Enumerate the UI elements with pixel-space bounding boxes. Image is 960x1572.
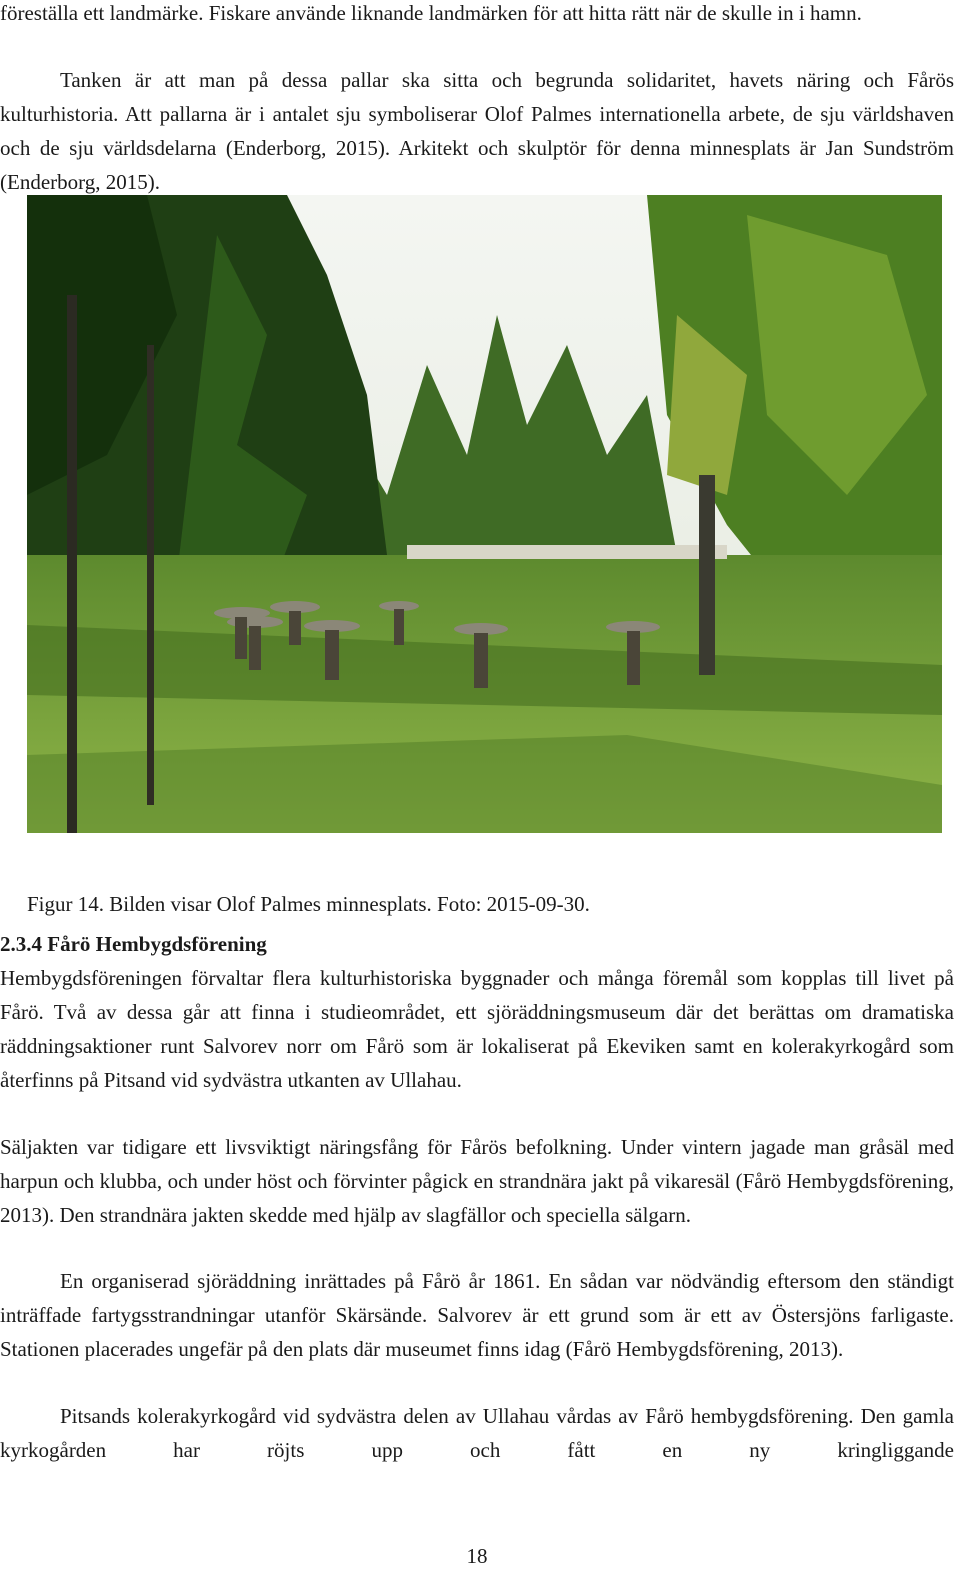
page-number: 18	[466, 1544, 488, 1568]
paragraph-pallar: Tanken är att man på dessa pallar ska sitta och begrunda solidaritet, havets näring och Fårös kulturhistoria. Att pallarna är i antalet sju symboliserar Olof Palmes internationella arbete, de sju världshaven och de sju världsdelarna (Enderborg, 2015). Arkitekt och skulptör för denna minnesplats är Jan Sundström (Enderborg, 2015).	[0, 68, 954, 194]
paragraph-intro-continued: föreställa ett landmärke. Fiskare använde liknande landmärken för att hitta rätt när de skulle in i hamn.	[0, 1, 862, 25]
figure-caption: Figur 14. Bilden visar Olof Palmes minnesplats. Foto: 2015-09-30.	[27, 892, 590, 916]
paragraph-sjoraddning: En organiserad sjöräddning inrättades på Fårö år 1861. En sådan var nödvändig eftersom den ständigt inträffade fartygsstrandningar utanför Skärsände. Salvorev är ett grund som är ett av Östersjöns farligaste. Stationen placerades ungefär på den plats där museumet finns idag (Fårö Hembygdsförening, 2013).	[0, 1269, 954, 1361]
paragraph-kolerakyrkogard: Pitsands kolerakyrkogård vid sydvästra delen av Ullahau vårdas av Fårö hembygdsförening. Den gamla kyrkogården har röjts upp och fått en ny kringliggande	[0, 1404, 954, 1462]
paragraph-hembygdsforeningen: Hembygdsföreningen förvaltar flera kulturhistoriska byggnader och många föremål som kopplas till livet på Fårö. Två av dessa går att finna i studieområdet, ett sjöräddningsmuseum där det berättas om dramatiska räddningsaktioner runt Salvorev norr om Fårö som är lokaliserat på Ekeviken samt en kolerakyrkogård som återfinns på Pitsand vid sydvästra utkanten av Ullahau.	[0, 966, 954, 1092]
paragraph-saljakten: Säljakten var tidigare ett livsviktigt näringsfång för Fårös befolkning. Under vintern jagade man gråsäl med harpun och klubba, och under höst och förvinter pågick en strandnära jakt på vikaresäl (Fårö Hembygdsförening, 2013). Den strandnära jakten skedde med hjälp av slagfällor och speciella sälgarn.	[0, 1135, 954, 1227]
memorial-photo	[27, 195, 942, 833]
section-heading: 2.3.4 Fårö Hembygdsförening	[0, 932, 267, 956]
memorial-photo-drawing	[27, 195, 942, 833]
